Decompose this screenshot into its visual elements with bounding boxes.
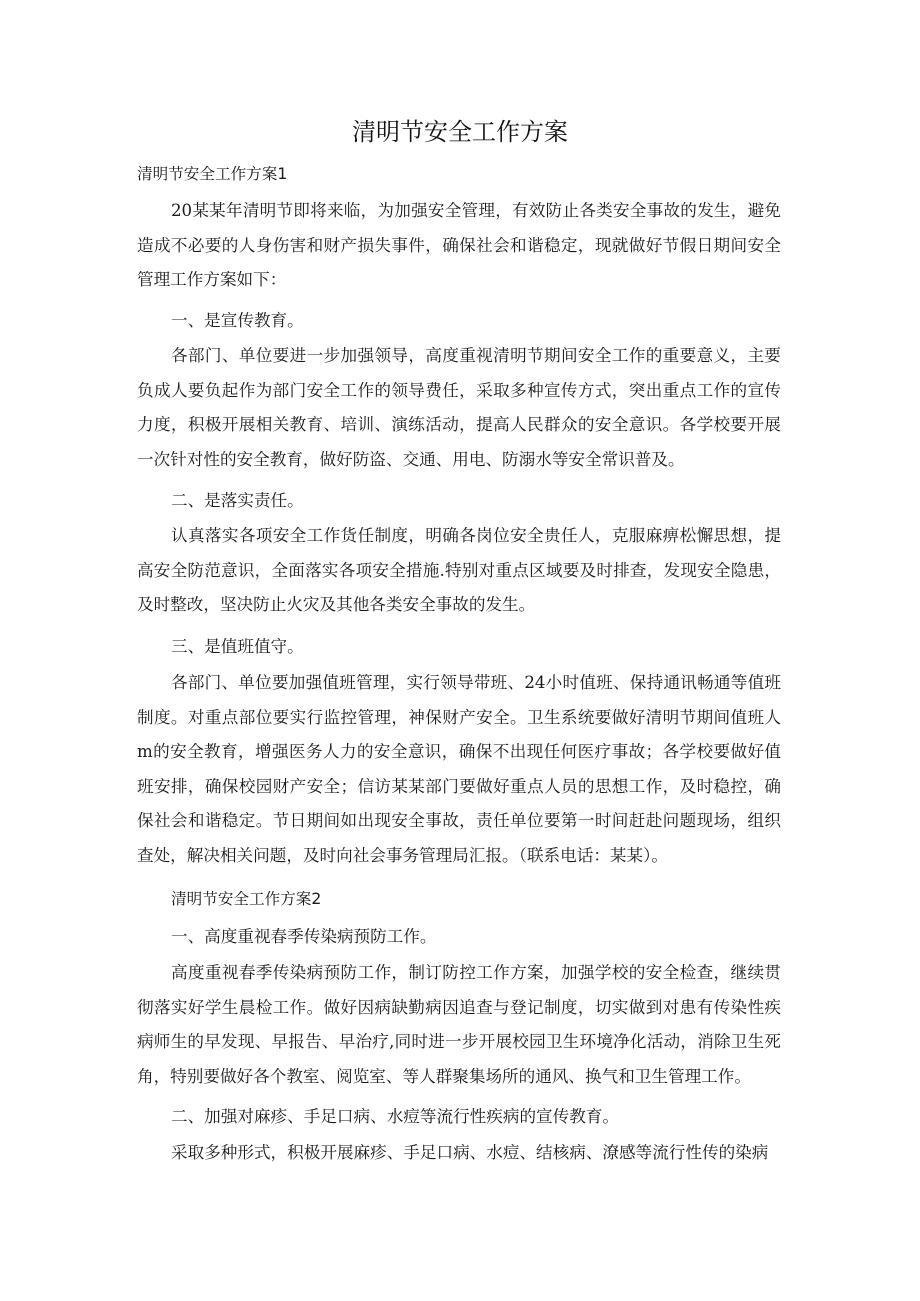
item-heading-publicity: 一、是宣传教育。 bbox=[171, 311, 304, 330]
item-heading-spring-disease: 一、高度重视春季传染病预防工作。 bbox=[171, 927, 437, 946]
section-heading-plan-2: 清明节安全工作方案2 bbox=[171, 890, 322, 908]
intro-paragraph: 20某某年清明节即将来临，为加强安全管理，有效防止各类安全事故的发生，避免造成不必要的人身伤害和财产损失事件，确保社会和谐稳定，现就做好节假日期间安全管理工作方案如下： bbox=[137, 201, 781, 289]
item-heading-epidemic-education: 二、加强对麻疹、手足口病、水痘等流行性疾病的宣传教育。 bbox=[171, 1107, 620, 1126]
responsibility-paragraph: 认真落实各项安全工作货任制度，明确各岗位安全贵任人，克服麻痹松懈思想，提高安全防范意识，全面落实各项安全措施.特别对重点区域要及时排查，发现安全隐患，及时整改，坚决防止火灾及其他各类安全事故的发生。 bbox=[137, 526, 781, 614]
item-heading-responsibility: 二、是落实责任。 bbox=[171, 491, 304, 510]
spring-disease-paragraph: 高度重视春季传染病预防工作，制订防控工作方案，加强学校的安全检查，继续贯彻落实好学生晨检工作。做好因病缺勤病因追查与登记制度，切实做到对患有传染性疾病师生的早发现、早报告、早治疗,同时进一步开展校园卫生环境净化活动，消除卫生死角，特别要做好各个教室、阅览室、等人群聚集场所的通风、换气和卫生管理工作。 bbox=[137, 963, 781, 1086]
section-heading-plan-1: 清明节安全工作方案1 bbox=[137, 165, 288, 183]
publicity-paragraph: 各部门、单位要进一步加强领导，高度重视清明节期间安全工作的重要意义，主要负成人要负起作为部门安全工作的领导费任，采取多种宣传方式，突出重点工作的宣传力度，积极开展相关教育、培训、演练活动，提高人民群众的安全意识。各学校要开展一次针对性的安全教育，做好防盗、交通、用电、防溺水等安全常识普及。 bbox=[137, 346, 781, 469]
document-title: 清明节安全工作方案 bbox=[352, 118, 568, 146]
epidemic-education-paragraph: 采取多种形式，积极开展麻疹、手足口病、水痘、结核病、潦感等流行性传的染病 bbox=[171, 1143, 769, 1162]
duty-paragraph: 各部门、单位要加强值班管理，实行领导带班、24小时值班、保持通讯畅通等值班制度。对重点部位要实行监控管理，神保财产安全。卫生系统要做好清明节期间值班人m的安全教育，增强医务人力的安全意识，确保不出现任何医疗事故；各学校要做好值班安排，确保校园财产安全；信访某某部门要做好重点人员的思想工作，及时稳控，确保社会和谐稳定。节日期间如出现安全事故，责任单位要第一时间赶赴问题现场，组织查处，解决相关问题，及时向社会事务管理局汇报。（联系电话：某某）。 bbox=[137, 673, 781, 865]
item-heading-duty: 三、是值班值守。 bbox=[171, 637, 304, 656]
